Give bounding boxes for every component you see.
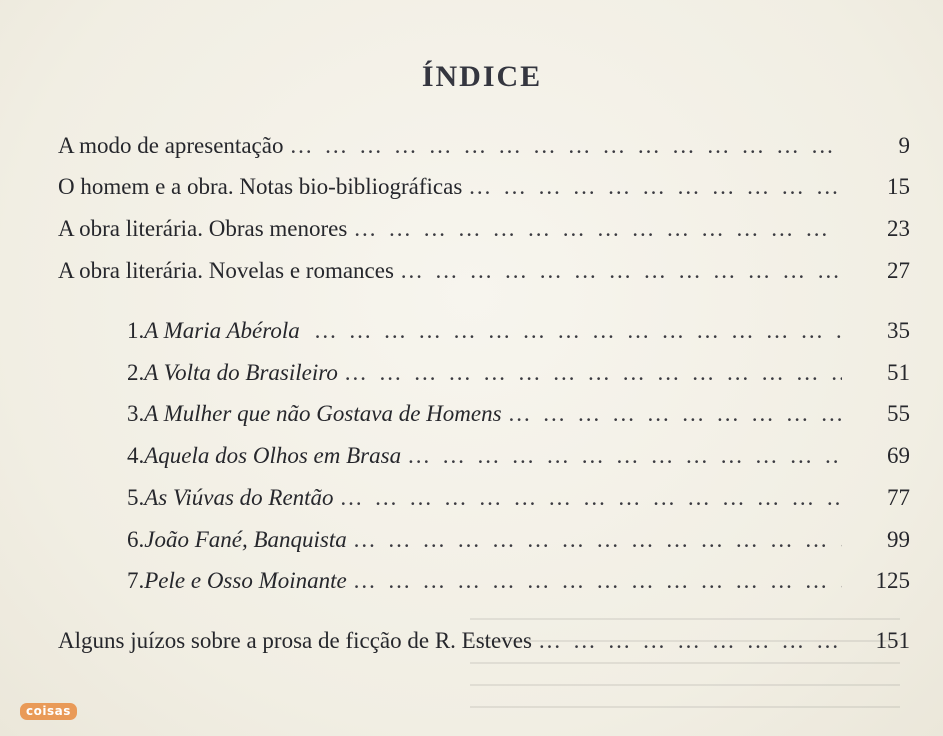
toc-entry-title: Pele e Osso Moinante — [144, 568, 347, 593]
toc-page-number: 69 — [887, 443, 910, 468]
leader-dots — [400, 258, 842, 284]
leader-dots — [407, 443, 842, 469]
leader-dots — [508, 401, 842, 427]
toc-entry-title: O homem e a obra. Notas bio-bibliográficas — [58, 174, 463, 199]
toc-page-number: 99 — [887, 527, 910, 552]
toc-entry-number: 2. — [127, 360, 145, 385]
toc-entry-number: 5. — [127, 485, 145, 510]
toc-page-number: 51 — [887, 360, 910, 385]
toc-entry-title: A Mulher que não Gostava de Homens — [144, 401, 502, 426]
toc-subentry — [127, 318, 910, 348]
leader-dots — [314, 318, 842, 344]
toc-entry — [58, 174, 910, 204]
toc-page-number: 27 — [887, 258, 910, 283]
toc-page-number: 23 — [887, 216, 910, 241]
toc-entry-number: 4. — [127, 443, 145, 468]
page-title: ÍNDICE — [421, 60, 543, 94]
leader-dots — [340, 485, 842, 511]
toc-entry-title: As Viúvas do Rentão — [144, 485, 334, 510]
leader-dots — [289, 133, 842, 159]
toc-page-number: 35 — [887, 318, 910, 343]
leader-dots — [538, 628, 842, 654]
toc-subentry — [127, 401, 910, 431]
toc-page-number: 9 — [898, 133, 910, 158]
toc-entry — [58, 628, 910, 658]
toc-entry — [58, 258, 910, 288]
toc-page-number: 15 — [887, 174, 910, 199]
toc-page-number: 151 — [875, 628, 910, 653]
toc-entry-title: A modo de apresentação — [58, 133, 284, 158]
leader-dots — [353, 527, 842, 553]
leader-dots — [344, 360, 842, 386]
toc-subentry — [127, 360, 910, 390]
toc-page-number: 77 — [887, 485, 910, 510]
toc-entry — [58, 216, 910, 246]
toc-subentry — [127, 485, 910, 515]
toc-subentry — [127, 568, 910, 598]
toc-page-number: 125 — [875, 568, 910, 593]
toc-entry-title: A Volta do Brasileiro — [144, 360, 338, 385]
leader-dots — [353, 216, 842, 242]
toc-entry-number: 6. — [127, 527, 145, 552]
toc-entry-title: João Fané, Banquista — [144, 527, 347, 552]
toc-entry-title: A obra literária. Novelas e romances — [58, 258, 394, 283]
toc-entry-title: A Maria Abérola — [144, 318, 300, 343]
toc-page-number: 55 — [887, 401, 910, 426]
toc-subentry — [127, 443, 910, 473]
toc-entry-title: Alguns juízos sobre a prosa de ficção de R. Esteves — [58, 628, 532, 653]
toc-entry-number: 3. — [127, 401, 145, 426]
show-through-text — [470, 598, 900, 728]
toc-entry-number: 1. — [127, 318, 145, 343]
toc-subentry — [127, 527, 910, 557]
toc-entry-title: Aquela dos Olhos em Brasa — [144, 443, 402, 468]
toc-entry-number: 7. — [127, 568, 145, 593]
toc-entry — [58, 133, 910, 163]
leader-dots — [353, 568, 842, 594]
watermark-logo: coisas — [20, 703, 77, 720]
toc-entry-title: A obra literária. Obras menores — [58, 216, 348, 241]
leader-dots — [468, 174, 842, 200]
